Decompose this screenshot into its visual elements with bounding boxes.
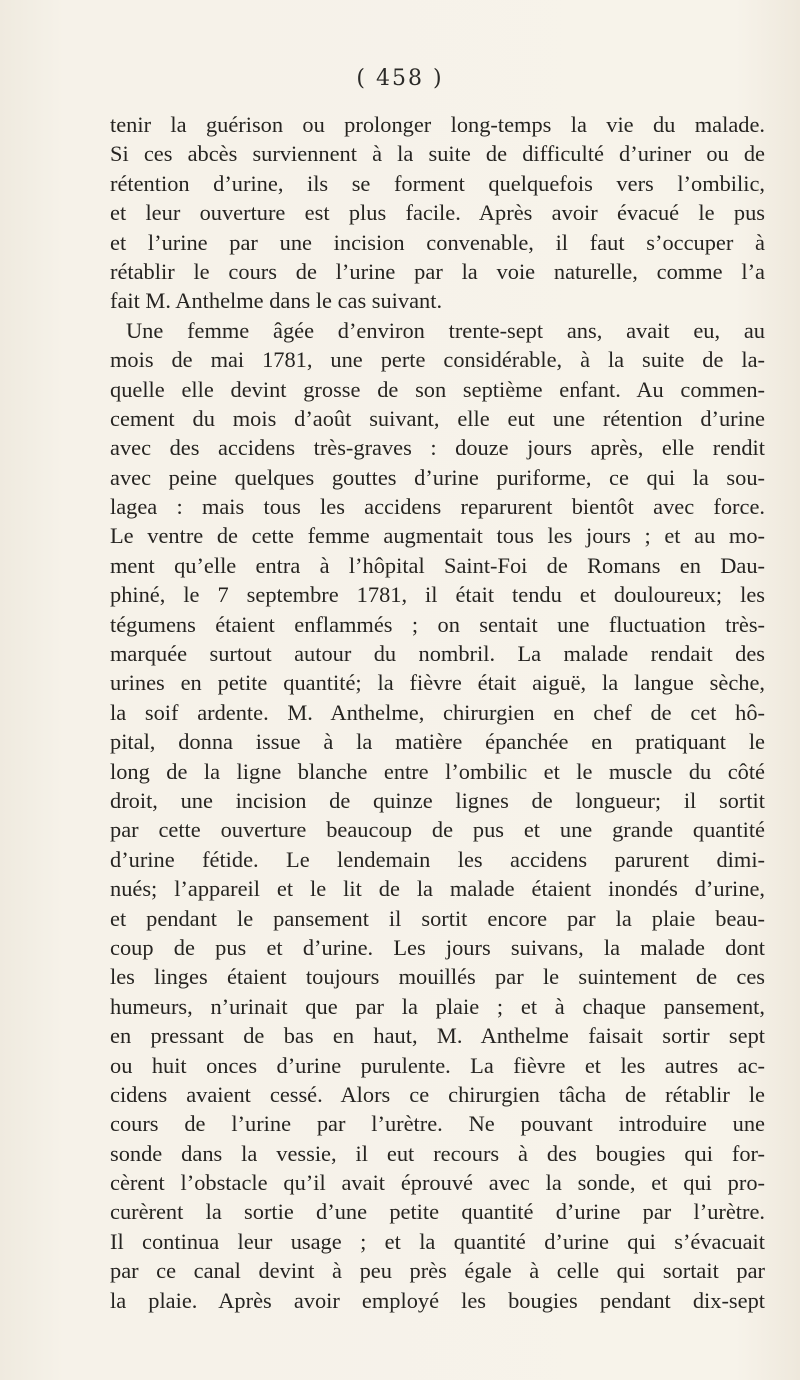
- text-line: par ce canal devint à peu près égale à celle qui sortait par: [110, 1258, 765, 1284]
- text-line: marquée surtout autour du nombril. La malade rendait des: [110, 641, 765, 667]
- text-line: avec des accidens très-graves : douze jours après, elle rendit: [110, 435, 765, 461]
- text-line: la soif ardente. M. Anthelme, chirurgien en chef de cet hô-: [110, 699, 765, 725]
- page-number: ( 458 ): [356, 66, 444, 91]
- text-line: et l’urine par une incision convenable, il faut s’occuper à: [110, 229, 765, 255]
- text-line: mois de mai 1781, une perte considérable, à la suite de la-: [110, 347, 765, 373]
- text-line: les linges étaient toujours mouillés par le suintement de ces: [110, 964, 765, 990]
- text-line: coup de pus et d’urine. Les jours suivans, la malade dont: [110, 934, 765, 960]
- text-line: cidens avaient cessé. Alors ce chirurgien tâcha de rétablir le: [110, 1081, 765, 1107]
- text-line: pital, donna issue à la matière épanchée en pratiquant le: [110, 729, 765, 755]
- text-line: quelle elle devint grosse de son septième enfant. Au commen-: [110, 376, 765, 402]
- text-line: et pendant le pansement il sortit encore par la plaie beau-: [110, 905, 765, 931]
- text-line: en pressant de bas en haut, M. Anthelme faisait sortir sept: [110, 1023, 765, 1049]
- text-line: par cette ouverture beaucoup de pus et une grande quantité: [110, 817, 765, 843]
- text-line: cement du mois d’août suivant, elle eut une rétention d’urine: [110, 405, 765, 431]
- text-line: curèrent la sortie d’une petite quantité d’urine par l’urètre.: [110, 1199, 765, 1225]
- body-text: [110, 110, 765, 1315]
- text-line: humeurs, n’urinait que par la plaie ; et à chaque pansement,: [110, 993, 765, 1019]
- text-line: long de la ligne blanche entre l’ombilic et le muscle du côté: [110, 758, 765, 784]
- text-line: Si ces abcès surviennent à la suite de difficulté d’uriner ou de: [110, 141, 765, 167]
- text-line: droit, une incision de quinze lignes de longueur; il sortit: [110, 787, 765, 813]
- text-line: Il continua leur usage ; et la quantité d’urine qui s’évacuait: [110, 1228, 765, 1254]
- text-line: cèrent l’obstacle qu’il avait éprouvé avec la sonde, et qui pro-: [110, 1170, 765, 1196]
- text-line: rétention d’urine, ils se forment quelquefois vers l’ombilic,: [110, 170, 765, 196]
- text-line: ment qu’elle entra à l’hôpital Saint-Foi de Romans en Dau-: [110, 552, 765, 578]
- text-line: d’urine fétide. Le lendemain les accidens parurent dimi-: [110, 846, 765, 872]
- text-line: Le ventre de cette femme augmentait tous les jours ; et au mo-: [110, 523, 765, 549]
- text-line: urines en petite quantité; la fièvre était aiguë, la langue sèche,: [110, 670, 765, 696]
- text-line: tenir la guérison ou prolonger long-temps la vie du malade.: [110, 112, 765, 137]
- text-line: fait M. Anthelme dans le cas suivant.: [110, 288, 443, 314]
- text-line: sonde dans la vessie, il eut recours à des bougies qui for-: [110, 1140, 765, 1166]
- text-line: nués; l’appareil et le lit de la malade étaient inondés d’urine,: [110, 876, 765, 902]
- text-line: la plaie. Après avoir employé les bougies pendant dix-sept: [110, 1287, 765, 1313]
- text-line: lagea : mais tous les accidens reparurent bientôt avec force.: [110, 494, 765, 520]
- text-line: avec peine quelques gouttes d’urine puriforme, ce qui la sou-: [110, 464, 765, 490]
- text-line: et leur ouverture est plus facile. Après avoir évacué le pus: [110, 200, 765, 226]
- text-line: tégumens étaient enflammés ; on sentait une fluctuation très-: [110, 611, 765, 637]
- text-line: phiné, le 7 septembre 1781, il était tendu et douloureux; les: [110, 582, 765, 608]
- text-line: cours de l’urine par l’urètre. Ne pouvant introduire une: [110, 1111, 765, 1137]
- text-line: ou huit onces d’urine purulente. La fièvre et les autres ac-: [110, 1052, 765, 1078]
- paragraph-first-line: Une femme âgée d’environ trente-sept ans, avait eu, au: [126, 317, 765, 343]
- text-line: rétablir le cours de l’urine par la voie naturelle, comme l’a: [110, 258, 765, 284]
